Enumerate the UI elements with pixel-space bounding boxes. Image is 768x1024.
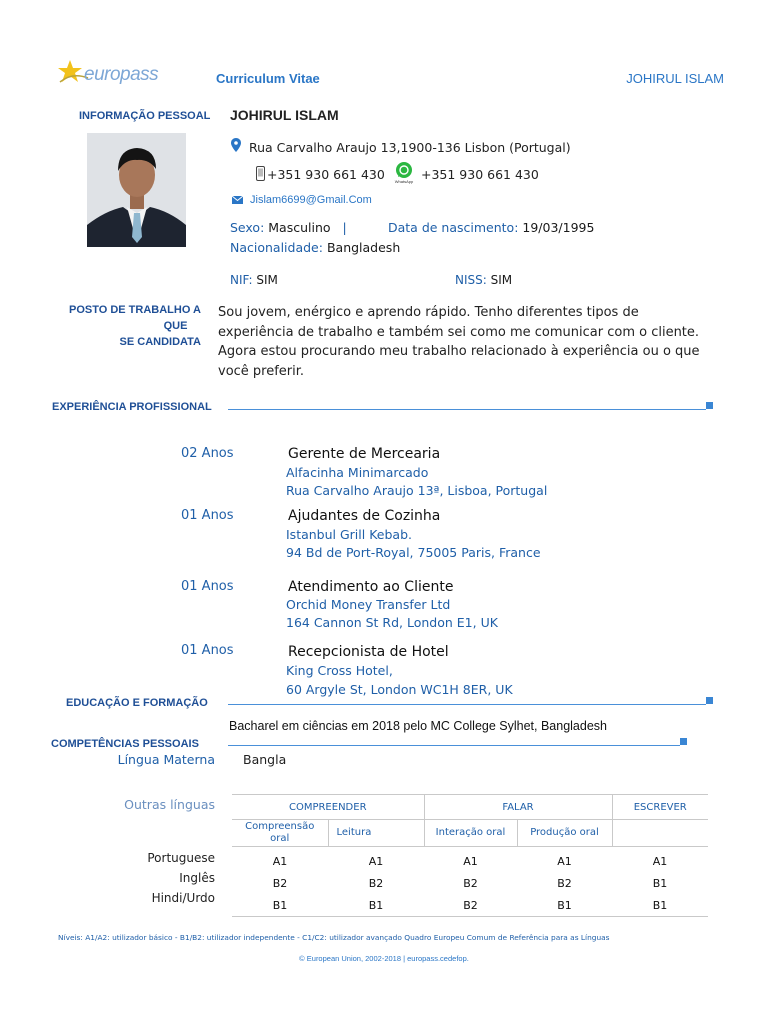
experience-years: 01 Anos [181, 579, 234, 594]
personal-section-label: INFORMAÇÃO PESSOAL [79, 110, 211, 122]
experience-address: Rua Carvalho Araujo 13ª, Lisboa, Portugal [286, 483, 548, 498]
experience-title: Ajudantes de Cozinha [288, 508, 441, 524]
level-cell: A1 [272, 854, 288, 868]
nationality-line [230, 240, 400, 255]
experience-years: 02 Anos [181, 446, 234, 461]
write-header: ESCREVER [612, 795, 708, 820]
level-cell: B1 [368, 898, 384, 912]
sex-value: Masculino [268, 220, 331, 235]
experience-section-label: EXPERIÊNCIA PROFISSIONAL [52, 401, 212, 413]
phone-text: +351 930 661 430 [267, 167, 385, 182]
nif-line [230, 273, 278, 287]
header-name: JOHIRUL ISLAM [626, 71, 724, 86]
level-cell: B1 [652, 876, 668, 890]
whatsapp-badge [392, 161, 416, 187]
experience-address: 60 Argyle St, London WC1H 8ER, UK [286, 682, 513, 697]
email-icon [232, 196, 243, 204]
experience-title: Gerente de Mercearia [288, 446, 441, 462]
level-cell: A1 [557, 854, 572, 868]
location-pin-icon [231, 138, 241, 152]
experience-address: 164 Cannon St Rd, London E1, UK [286, 615, 498, 630]
write-subheader [612, 820, 708, 847]
level-cell: B2 [463, 876, 478, 890]
level-cell: A1 [463, 854, 478, 868]
niss-label: NISS: [455, 273, 487, 287]
level-cell: B2 [368, 876, 384, 890]
nif-value: SIM [256, 273, 278, 287]
experience-address: 94 Bd de Port-Royal, 75005 Paris, France [286, 545, 541, 560]
level-cell: B1 [272, 898, 288, 912]
person-name: JOHIRUL ISLAM [230, 107, 339, 123]
position-label-line1: POSTO DE TRABALHO A [68, 304, 201, 316]
language-row [232, 894, 708, 917]
experience-title: Atendimento ao Cliente [288, 579, 454, 595]
sex-line [230, 220, 347, 235]
speak-header: FALAR [424, 795, 612, 820]
niss-line [455, 273, 512, 287]
language-row [232, 872, 708, 894]
position-label-line3: SE CANDIDATA [119, 336, 201, 348]
listening-subheader [232, 820, 328, 847]
education-rule-end-square [706, 697, 713, 704]
profile-photo [87, 133, 186, 247]
position-section-label [40, 302, 201, 350]
europass-logo-text: europass [84, 64, 159, 85]
other-languages-label: Outras línguas [124, 797, 215, 812]
experience-title: Recepcionista de Hotel [288, 644, 449, 660]
level-cell: B2 [463, 898, 478, 912]
experience-org: Alfacinha Minimarcado [286, 465, 429, 480]
education-section-label: EDUCAÇÃO E FORMAÇÃO [66, 697, 208, 709]
level-cell: A1 [368, 854, 384, 868]
interaction-subheader: Interação oral [424, 820, 517, 847]
nif-label: NIF: [230, 273, 253, 287]
mother-tongue-label: Língua Materna [117, 752, 215, 767]
europass-logo [56, 58, 166, 90]
phone-icon [256, 166, 265, 181]
reading-subheader: Leitura [328, 820, 424, 847]
language-table [232, 794, 708, 917]
position-text-line: Sou jovem, enérgico e aprendo rápido. Tenho diferentes tipos de [218, 305, 639, 320]
experience-org: Istanbul Grill Kebab. [286, 527, 412, 542]
level-cell: B1 [557, 898, 572, 912]
address-text: Rua Carvalho Araujo 13,1900-136 Lisbon (Portugal) [249, 140, 571, 155]
email-link[interactable]: Jislam6699@Gmail.Com [250, 194, 372, 206]
position-text-line: experiência de trabalho e também sei como me comunicar com o cliente. [218, 324, 700, 340]
understand-header: COMPREENDER [232, 795, 424, 820]
nationality-label: Nacionalidade: [230, 240, 323, 255]
dob-value: 19/03/1995 [522, 220, 595, 235]
experience-rule [228, 409, 706, 410]
position-label-line2: QUE [163, 320, 188, 332]
listening-subheader-line1: Compreensão [245, 821, 315, 832]
education-rule [228, 704, 706, 705]
mother-tongue-value: Bangla [243, 752, 287, 767]
production-subheader: Produção oral [517, 820, 612, 847]
language-row [232, 847, 708, 873]
level-cell: B1 [652, 898, 668, 912]
position-text-line: Agora estou procurando meu trabalho relacionado à experiência ou o que [218, 344, 700, 359]
whatsapp-caption: WhatsApp [394, 179, 414, 184]
position-text [218, 303, 700, 381]
skills-rule-end-square [680, 738, 687, 745]
whatsapp-text: +351 930 661 430 [421, 167, 539, 182]
nationality-value: Bangladesh [326, 240, 401, 255]
skills-rule [228, 745, 680, 746]
dob-line [388, 220, 594, 235]
level-cell: A1 [652, 854, 668, 868]
experience-rule-end-square [706, 402, 713, 409]
position-text-line: você preferir. [218, 363, 305, 379]
language-name: Inglês [179, 871, 215, 885]
experience-org: Orchid Money Transfer Ltd [286, 597, 451, 612]
language-name: Portuguese [147, 851, 215, 865]
copyright: © European Union, 2002-2018 | europass.cedefop. [299, 954, 469, 963]
dob-label: Data de nascimento: [388, 220, 519, 235]
level-cell: B2 [557, 876, 572, 890]
skills-section-label: COMPETÊNCIAS PESSOAIS [51, 738, 199, 750]
niss-value: SIM [490, 273, 513, 287]
experience-org: King Cross Hotel, [286, 663, 393, 678]
level-cell: B2 [272, 876, 288, 890]
sex-label: Sexo: [230, 220, 265, 235]
sex-separator: | [342, 220, 347, 235]
person-portrait-icon [87, 133, 186, 247]
experience-years: 01 Anos [181, 508, 234, 523]
education-text: Bacharel em ciências em 2018 pelo MC College Sylhet, Bangladesh [229, 719, 607, 733]
levels-note: Níveis: A1/A2: utilizador básico - B1/B2: utilizador independente - C1/C2: utilizador avançado Quadro Europeu Comum de Referência para as Línguas [58, 933, 610, 942]
cv-title: Curriculum Vitae [216, 71, 320, 86]
experience-years: 01 Anos [181, 643, 234, 658]
language-name: Hindi/Urdo [151, 891, 215, 905]
listening-subheader-line2: oral [270, 833, 290, 844]
whatsapp-icon [392, 161, 416, 179]
